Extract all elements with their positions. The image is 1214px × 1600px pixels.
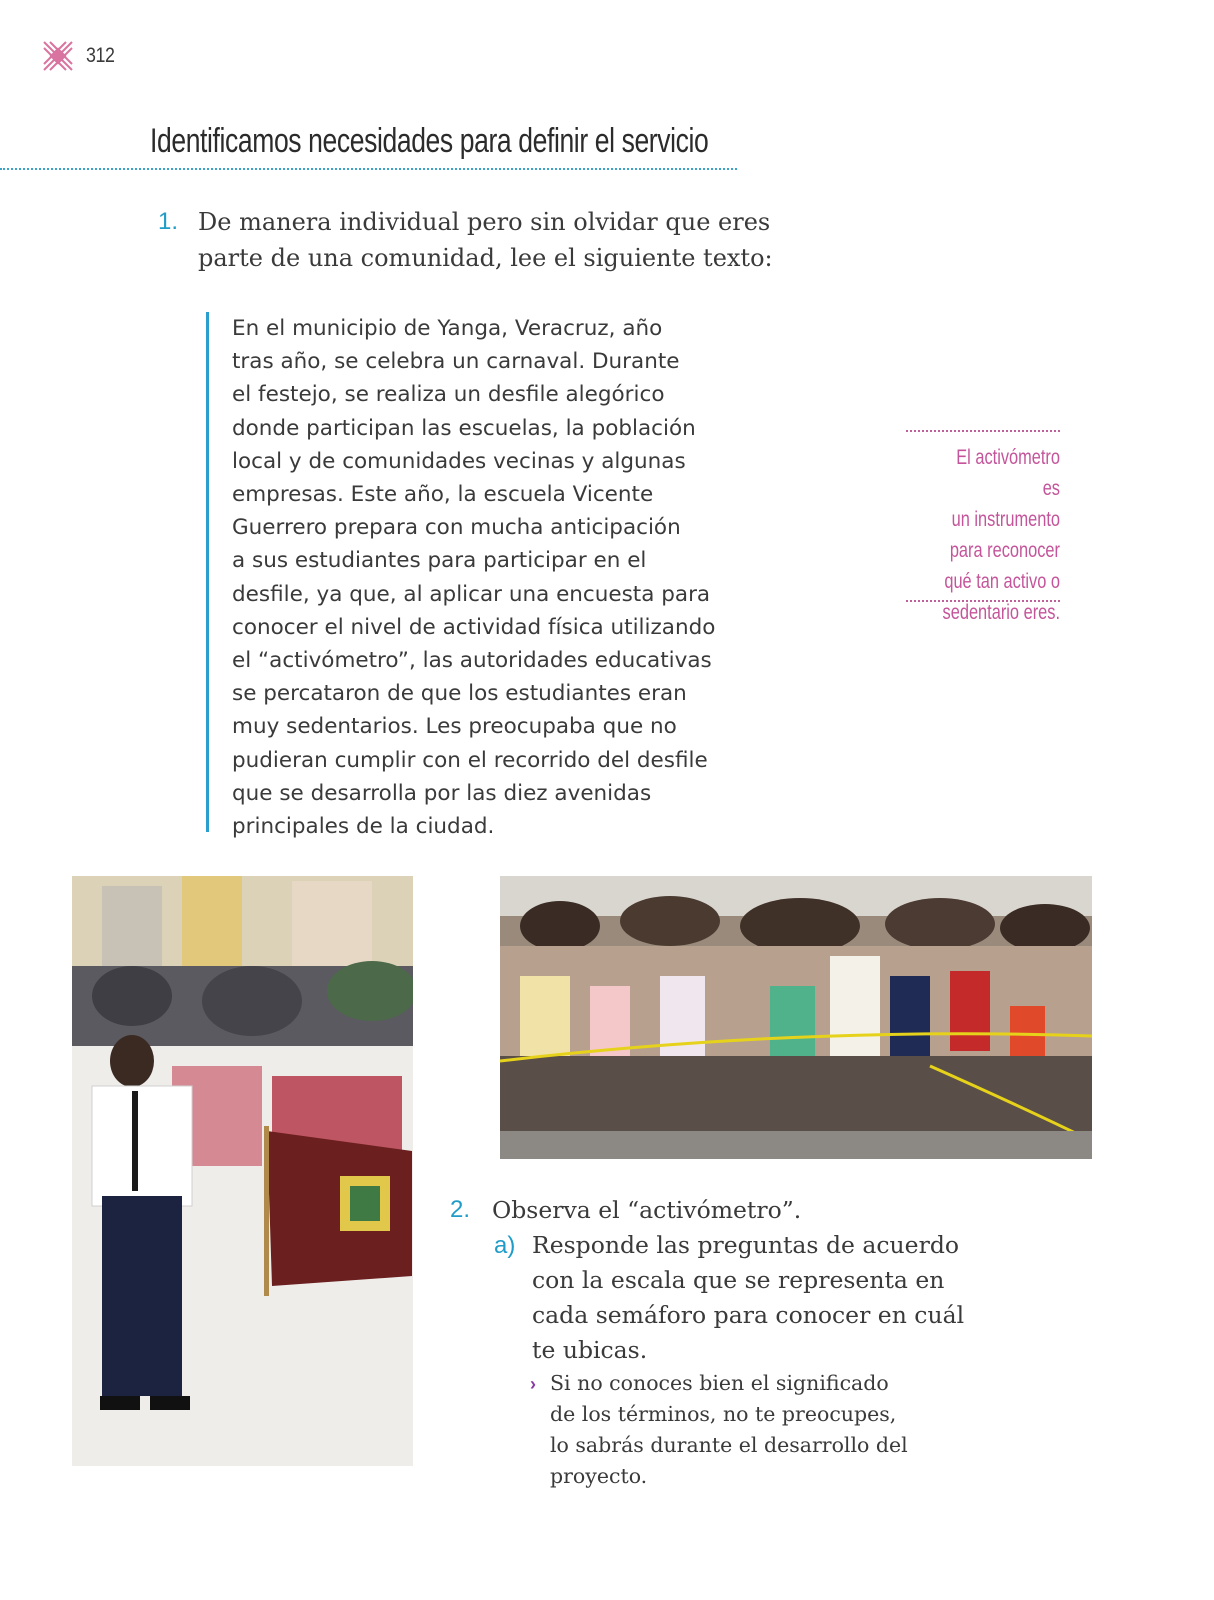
item-text: Observa el “activómetro”.	[492, 1196, 802, 1224]
sidenote-text: El activómetro es un instrumento para reconocer qué tan activo o sedentario eres.	[942, 446, 1060, 624]
crowd-photo	[500, 876, 1092, 1159]
subitem-letter: a)	[494, 1232, 516, 1259]
title-divider	[0, 168, 737, 170]
page-number: 312	[86, 44, 115, 67]
subitem-a	[494, 1228, 964, 1368]
item-text: De manera individual pero sin olvidar que eres parte de una comunidad, lee el siguiente texto:	[198, 208, 773, 272]
parade-photo	[72, 876, 413, 1466]
reading-text: En el municipio de Yanga, Veracruz, año tras año, se celebra un carnaval. Durante el festejo, se realiza un desfile alegórico donde participan las escuelas, la población local y de comunidades vecinas y algunas empresas. Este año, la escuela Vicente Guerrero prepara con mucha anticipación a sus estudiantes para participar en el desfile, ya que, al aplicar una encuesta para conocer el nivel de actividad física utilizando el “activómetro”, las autoridades educativas se percataron de que los estudiantes eran muy sedentarios. Les preocupaba que no pudieran cumplir con el recorrido del desfile que se desarrolla por las diez avenidas principales de la ciudad.	[232, 316, 716, 840]
page-header	[40, 38, 120, 74]
activity-item-1	[158, 204, 773, 276]
subitem-text: Responde las preguntas de acuerdo con la escala que se representa en cada semáforo para conocer en cuál te ubicas.	[532, 1231, 965, 1364]
logo-icon	[40, 38, 76, 74]
chevron-right-icon: ›	[530, 1374, 536, 1394]
sidenote-box	[906, 430, 1060, 624]
reading-passage	[206, 312, 812, 840]
item-number: 1.	[158, 208, 179, 235]
tip-bullet	[530, 1368, 908, 1492]
activity-item-2	[450, 1192, 801, 1228]
crowd-photo-illustration	[500, 876, 1092, 1159]
parade-photo-illustration	[72, 876, 413, 1466]
tip-text: Si no conoces bien el significado de los términos, no te preocupes, lo sabrás durante el desarrollo del proyecto.	[550, 1371, 908, 1488]
section-title: Identificamos necesidades para definir el servicio	[150, 122, 709, 160]
item-number: 2.	[450, 1196, 471, 1223]
